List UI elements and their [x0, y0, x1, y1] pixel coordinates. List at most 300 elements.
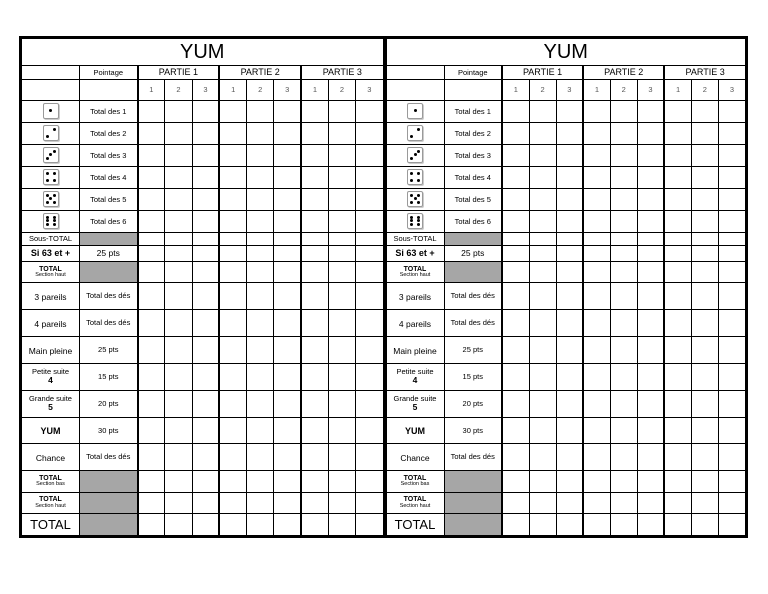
- score-cell[interactable]: [502, 310, 529, 337]
- score-cell[interactable]: [247, 417, 274, 444]
- score-cell[interactable]: [192, 444, 219, 471]
- score-cell[interactable]: [637, 211, 664, 233]
- score-cell[interactable]: [691, 471, 718, 492]
- score-cell[interactable]: [664, 101, 691, 123]
- score-cell[interactable]: [610, 145, 637, 167]
- score-cell[interactable]: [502, 283, 529, 310]
- score-cell[interactable]: [301, 167, 328, 189]
- score-cell[interactable]: [556, 167, 583, 189]
- score-cell[interactable]: [219, 471, 246, 492]
- score-cell[interactable]: [718, 513, 745, 535]
- score-cell[interactable]: [356, 363, 383, 390]
- score-cell[interactable]: [718, 211, 745, 233]
- score-cell[interactable]: [502, 211, 529, 233]
- score-cell[interactable]: [274, 492, 301, 513]
- score-cell[interactable]: [274, 123, 301, 145]
- score-cell[interactable]: [328, 189, 355, 211]
- score-cell[interactable]: [356, 145, 383, 167]
- score-cell[interactable]: [192, 189, 219, 211]
- score-cell[interactable]: [637, 145, 664, 167]
- score-cell[interactable]: [691, 101, 718, 123]
- score-cell[interactable]: [219, 233, 246, 246]
- score-cell[interactable]: [664, 167, 691, 189]
- score-cell[interactable]: [529, 233, 556, 246]
- score-cell[interactable]: [718, 262, 745, 283]
- score-cell[interactable]: [247, 189, 274, 211]
- score-cell[interactable]: [192, 101, 219, 123]
- score-cell[interactable]: [328, 283, 355, 310]
- score-cell[interactable]: [583, 444, 610, 471]
- score-cell[interactable]: [583, 246, 610, 262]
- score-cell[interactable]: [610, 246, 637, 262]
- score-cell[interactable]: [138, 246, 165, 262]
- score-cell[interactable]: [583, 233, 610, 246]
- score-cell[interactable]: [165, 513, 192, 535]
- score-cell[interactable]: [529, 363, 556, 390]
- score-cell[interactable]: [610, 283, 637, 310]
- score-cell[interactable]: [274, 310, 301, 337]
- score-cell[interactable]: [301, 211, 328, 233]
- score-cell[interactable]: [219, 262, 246, 283]
- score-cell[interactable]: [637, 262, 664, 283]
- score-cell[interactable]: [192, 337, 219, 364]
- score-cell[interactable]: [165, 145, 192, 167]
- score-cell[interactable]: [718, 189, 745, 211]
- score-cell[interactable]: [192, 167, 219, 189]
- score-cell[interactable]: [219, 337, 246, 364]
- score-cell[interactable]: [664, 310, 691, 337]
- score-cell[interactable]: [274, 145, 301, 167]
- score-cell[interactable]: [138, 145, 165, 167]
- score-cell[interactable]: [502, 471, 529, 492]
- score-cell[interactable]: [529, 211, 556, 233]
- score-cell[interactable]: [610, 310, 637, 337]
- score-cell[interactable]: [691, 283, 718, 310]
- score-cell[interactable]: [138, 283, 165, 310]
- score-cell[interactable]: [664, 492, 691, 513]
- score-cell[interactable]: [502, 417, 529, 444]
- score-cell[interactable]: [718, 444, 745, 471]
- score-cell[interactable]: [301, 337, 328, 364]
- score-cell[interactable]: [165, 262, 192, 283]
- score-cell[interactable]: [556, 390, 583, 417]
- score-cell[interactable]: [247, 310, 274, 337]
- score-cell[interactable]: [637, 167, 664, 189]
- score-cell[interactable]: [610, 101, 637, 123]
- score-cell[interactable]: [192, 246, 219, 262]
- score-cell[interactable]: [691, 167, 718, 189]
- score-cell[interactable]: [274, 283, 301, 310]
- score-cell[interactable]: [301, 417, 328, 444]
- score-cell[interactable]: [637, 337, 664, 364]
- score-cell[interactable]: [502, 123, 529, 145]
- score-cell[interactable]: [691, 444, 718, 471]
- score-cell[interactable]: [192, 283, 219, 310]
- score-cell[interactable]: [301, 101, 328, 123]
- score-cell[interactable]: [301, 246, 328, 262]
- score-cell[interactable]: [165, 283, 192, 310]
- score-cell[interactable]: [583, 471, 610, 492]
- score-cell[interactable]: [356, 211, 383, 233]
- score-cell[interactable]: [637, 513, 664, 535]
- score-cell[interactable]: [610, 363, 637, 390]
- score-cell[interactable]: [718, 246, 745, 262]
- score-cell[interactable]: [691, 390, 718, 417]
- score-cell[interactable]: [637, 123, 664, 145]
- score-cell[interactable]: [502, 513, 529, 535]
- score-cell[interactable]: [556, 444, 583, 471]
- score-cell[interactable]: [637, 189, 664, 211]
- score-cell[interactable]: [529, 262, 556, 283]
- score-cell[interactable]: [610, 471, 637, 492]
- score-cell[interactable]: [138, 363, 165, 390]
- score-cell[interactable]: [691, 211, 718, 233]
- score-cell[interactable]: [356, 444, 383, 471]
- score-cell[interactable]: [637, 390, 664, 417]
- score-cell[interactable]: [664, 471, 691, 492]
- score-cell[interactable]: [165, 492, 192, 513]
- score-cell[interactable]: [274, 167, 301, 189]
- score-cell[interactable]: [718, 310, 745, 337]
- score-cell[interactable]: [219, 363, 246, 390]
- score-cell[interactable]: [637, 310, 664, 337]
- score-cell[interactable]: [165, 233, 192, 246]
- score-cell[interactable]: [610, 444, 637, 471]
- score-cell[interactable]: [356, 390, 383, 417]
- score-cell[interactable]: [718, 471, 745, 492]
- score-cell[interactable]: [502, 337, 529, 364]
- score-cell[interactable]: [247, 492, 274, 513]
- score-cell[interactable]: [138, 167, 165, 189]
- score-cell[interactable]: [247, 211, 274, 233]
- score-cell[interactable]: [556, 262, 583, 283]
- score-cell[interactable]: [165, 337, 192, 364]
- score-cell[interactable]: [301, 189, 328, 211]
- score-cell[interactable]: [637, 233, 664, 246]
- score-cell[interactable]: [274, 417, 301, 444]
- score-cell[interactable]: [219, 101, 246, 123]
- score-cell[interactable]: [583, 189, 610, 211]
- score-cell[interactable]: [556, 189, 583, 211]
- score-cell[interactable]: [301, 492, 328, 513]
- score-cell[interactable]: [637, 417, 664, 444]
- score-cell[interactable]: [165, 417, 192, 444]
- score-cell[interactable]: [328, 444, 355, 471]
- score-cell[interactable]: [138, 444, 165, 471]
- score-cell[interactable]: [637, 363, 664, 390]
- score-cell[interactable]: [356, 471, 383, 492]
- score-cell[interactable]: [274, 211, 301, 233]
- score-cell[interactable]: [664, 211, 691, 233]
- score-cell[interactable]: [556, 471, 583, 492]
- score-cell[interactable]: [691, 492, 718, 513]
- score-cell[interactable]: [529, 513, 556, 535]
- score-cell[interactable]: [664, 145, 691, 167]
- score-cell[interactable]: [556, 145, 583, 167]
- score-cell[interactable]: [356, 492, 383, 513]
- score-cell[interactable]: [219, 417, 246, 444]
- score-cell[interactable]: [502, 101, 529, 123]
- score-cell[interactable]: [637, 444, 664, 471]
- score-cell[interactable]: [583, 417, 610, 444]
- score-cell[interactable]: [301, 390, 328, 417]
- score-cell[interactable]: [664, 513, 691, 535]
- score-cell[interactable]: [165, 211, 192, 233]
- score-cell[interactable]: [247, 262, 274, 283]
- score-cell[interactable]: [328, 363, 355, 390]
- score-cell[interactable]: [529, 417, 556, 444]
- score-cell[interactable]: [301, 233, 328, 246]
- score-cell[interactable]: [529, 189, 556, 211]
- score-cell[interactable]: [138, 123, 165, 145]
- score-cell[interactable]: [556, 337, 583, 364]
- score-cell[interactable]: [328, 145, 355, 167]
- score-cell[interactable]: [328, 390, 355, 417]
- score-cell[interactable]: [247, 471, 274, 492]
- score-cell[interactable]: [610, 513, 637, 535]
- score-cell[interactable]: [247, 101, 274, 123]
- score-cell[interactable]: [583, 310, 610, 337]
- score-cell[interactable]: [301, 513, 328, 535]
- score-cell[interactable]: [328, 471, 355, 492]
- score-cell[interactable]: [219, 444, 246, 471]
- score-cell[interactable]: [664, 337, 691, 364]
- score-cell[interactable]: [583, 123, 610, 145]
- score-cell[interactable]: [328, 167, 355, 189]
- score-cell[interactable]: [356, 417, 383, 444]
- score-cell[interactable]: [328, 246, 355, 262]
- score-cell[interactable]: [610, 262, 637, 283]
- score-cell[interactable]: [192, 262, 219, 283]
- score-cell[interactable]: [583, 363, 610, 390]
- score-cell[interactable]: [165, 310, 192, 337]
- score-cell[interactable]: [138, 337, 165, 364]
- score-cell[interactable]: [556, 246, 583, 262]
- score-cell[interactable]: [274, 101, 301, 123]
- score-cell[interactable]: [718, 363, 745, 390]
- score-cell[interactable]: [356, 167, 383, 189]
- score-cell[interactable]: [691, 246, 718, 262]
- score-cell[interactable]: [502, 390, 529, 417]
- score-cell[interactable]: [356, 262, 383, 283]
- score-cell[interactable]: [165, 101, 192, 123]
- score-cell[interactable]: [301, 262, 328, 283]
- score-cell[interactable]: [328, 211, 355, 233]
- score-cell[interactable]: [274, 337, 301, 364]
- score-cell[interactable]: [165, 246, 192, 262]
- score-cell[interactable]: [529, 123, 556, 145]
- score-cell[interactable]: [247, 145, 274, 167]
- score-cell[interactable]: [556, 123, 583, 145]
- score-cell[interactable]: [502, 444, 529, 471]
- score-cell[interactable]: [664, 363, 691, 390]
- score-cell[interactable]: [691, 189, 718, 211]
- score-cell[interactable]: [691, 123, 718, 145]
- score-cell[interactable]: [556, 513, 583, 535]
- score-cell[interactable]: [356, 337, 383, 364]
- score-cell[interactable]: [502, 262, 529, 283]
- score-cell[interactable]: [247, 337, 274, 364]
- score-cell[interactable]: [718, 233, 745, 246]
- score-cell[interactable]: [610, 123, 637, 145]
- score-cell[interactable]: [583, 167, 610, 189]
- score-cell[interactable]: [247, 246, 274, 262]
- score-cell[interactable]: [502, 233, 529, 246]
- score-cell[interactable]: [556, 417, 583, 444]
- score-cell[interactable]: [219, 167, 246, 189]
- score-cell[interactable]: [502, 145, 529, 167]
- score-cell[interactable]: [328, 492, 355, 513]
- score-cell[interactable]: [138, 417, 165, 444]
- score-cell[interactable]: [610, 211, 637, 233]
- score-cell[interactable]: [718, 417, 745, 444]
- score-cell[interactable]: [583, 283, 610, 310]
- score-cell[interactable]: [219, 123, 246, 145]
- score-cell[interactable]: [664, 444, 691, 471]
- score-cell[interactable]: [502, 492, 529, 513]
- score-cell[interactable]: [247, 363, 274, 390]
- score-cell[interactable]: [529, 246, 556, 262]
- score-cell[interactable]: [637, 471, 664, 492]
- score-cell[interactable]: [610, 233, 637, 246]
- score-cell[interactable]: [718, 145, 745, 167]
- score-cell[interactable]: [301, 123, 328, 145]
- score-cell[interactable]: [138, 513, 165, 535]
- score-cell[interactable]: [718, 337, 745, 364]
- score-cell[interactable]: [356, 189, 383, 211]
- score-cell[interactable]: [274, 513, 301, 535]
- score-cell[interactable]: [529, 471, 556, 492]
- score-cell[interactable]: [718, 123, 745, 145]
- score-cell[interactable]: [165, 444, 192, 471]
- score-cell[interactable]: [583, 492, 610, 513]
- score-cell[interactable]: [691, 513, 718, 535]
- score-cell[interactable]: [664, 246, 691, 262]
- score-cell[interactable]: [356, 123, 383, 145]
- score-cell[interactable]: [138, 492, 165, 513]
- score-cell[interactable]: [138, 233, 165, 246]
- score-cell[interactable]: [247, 123, 274, 145]
- score-cell[interactable]: [219, 189, 246, 211]
- score-cell[interactable]: [274, 246, 301, 262]
- score-cell[interactable]: [219, 283, 246, 310]
- score-cell[interactable]: [356, 246, 383, 262]
- score-cell[interactable]: [664, 262, 691, 283]
- score-cell[interactable]: [247, 444, 274, 471]
- score-cell[interactable]: [274, 363, 301, 390]
- score-cell[interactable]: [529, 101, 556, 123]
- score-cell[interactable]: [274, 189, 301, 211]
- score-cell[interactable]: [301, 444, 328, 471]
- score-cell[interactable]: [664, 283, 691, 310]
- score-cell[interactable]: [138, 189, 165, 211]
- score-cell[interactable]: [138, 310, 165, 337]
- score-cell[interactable]: [328, 513, 355, 535]
- score-cell[interactable]: [691, 262, 718, 283]
- score-cell[interactable]: [219, 211, 246, 233]
- score-cell[interactable]: [718, 390, 745, 417]
- score-cell[interactable]: [192, 513, 219, 535]
- score-cell[interactable]: [529, 145, 556, 167]
- score-cell[interactable]: [219, 246, 246, 262]
- score-cell[interactable]: [301, 145, 328, 167]
- score-cell[interactable]: [356, 101, 383, 123]
- score-cell[interactable]: [301, 363, 328, 390]
- score-cell[interactable]: [529, 167, 556, 189]
- score-cell[interactable]: [556, 310, 583, 337]
- score-cell[interactable]: [328, 101, 355, 123]
- score-cell[interactable]: [356, 283, 383, 310]
- score-cell[interactable]: [529, 444, 556, 471]
- score-cell[interactable]: [328, 233, 355, 246]
- score-cell[interactable]: [718, 492, 745, 513]
- score-cell[interactable]: [664, 123, 691, 145]
- score-cell[interactable]: [691, 233, 718, 246]
- score-cell[interactable]: [219, 513, 246, 535]
- score-cell[interactable]: [583, 101, 610, 123]
- score-cell[interactable]: [192, 363, 219, 390]
- score-cell[interactable]: [502, 167, 529, 189]
- score-cell[interactable]: [192, 310, 219, 337]
- score-cell[interactable]: [529, 283, 556, 310]
- score-cell[interactable]: [328, 123, 355, 145]
- score-cell[interactable]: [138, 471, 165, 492]
- score-cell[interactable]: [138, 211, 165, 233]
- score-cell[interactable]: [637, 246, 664, 262]
- score-cell[interactable]: [610, 167, 637, 189]
- score-cell[interactable]: [529, 390, 556, 417]
- score-cell[interactable]: [356, 310, 383, 337]
- score-cell[interactable]: [301, 471, 328, 492]
- score-cell[interactable]: [328, 262, 355, 283]
- score-cell[interactable]: [192, 233, 219, 246]
- score-cell[interactable]: [192, 417, 219, 444]
- score-cell[interactable]: [691, 310, 718, 337]
- score-cell[interactable]: [219, 145, 246, 167]
- score-cell[interactable]: [610, 337, 637, 364]
- score-cell[interactable]: [138, 262, 165, 283]
- score-cell[interactable]: [637, 101, 664, 123]
- score-cell[interactable]: [529, 310, 556, 337]
- score-cell[interactable]: [583, 145, 610, 167]
- score-cell[interactable]: [356, 233, 383, 246]
- score-cell[interactable]: [556, 101, 583, 123]
- score-cell[interactable]: [192, 123, 219, 145]
- score-cell[interactable]: [247, 513, 274, 535]
- score-cell[interactable]: [165, 167, 192, 189]
- score-cell[interactable]: [556, 363, 583, 390]
- score-cell[interactable]: [219, 310, 246, 337]
- score-cell[interactable]: [328, 310, 355, 337]
- score-cell[interactable]: [192, 390, 219, 417]
- score-cell[interactable]: [583, 513, 610, 535]
- score-cell[interactable]: [138, 101, 165, 123]
- score-cell[interactable]: [718, 167, 745, 189]
- score-cell[interactable]: [274, 262, 301, 283]
- score-cell[interactable]: [664, 417, 691, 444]
- score-cell[interactable]: [219, 492, 246, 513]
- score-cell[interactable]: [691, 417, 718, 444]
- score-cell[interactable]: [610, 390, 637, 417]
- score-cell[interactable]: [247, 233, 274, 246]
- score-cell[interactable]: [664, 189, 691, 211]
- score-cell[interactable]: [556, 492, 583, 513]
- score-cell[interactable]: [301, 310, 328, 337]
- score-cell[interactable]: [328, 337, 355, 364]
- score-cell[interactable]: [274, 233, 301, 246]
- score-cell[interactable]: [718, 283, 745, 310]
- score-cell[interactable]: [610, 492, 637, 513]
